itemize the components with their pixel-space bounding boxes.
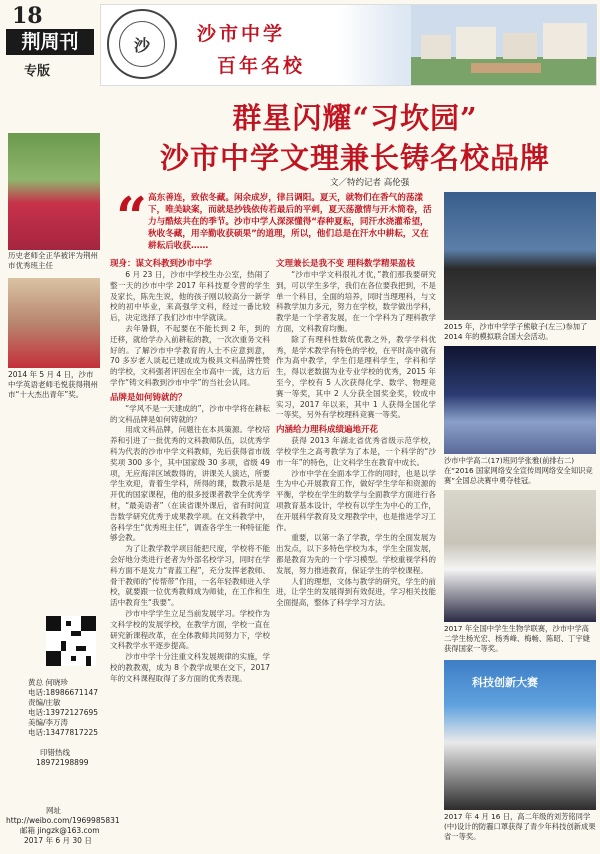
paragraph: “沙市中学文科很礼才优，”教们那我要研究到，可以学生多学，我们在各位要我把到，不是单一个科目，全面的培养，同时当理理科，与文科教学加力多元，努力在学校，数学做出学科，教学是一个学者发展，在一个学科为了理科教学方面，文科教育均衡。	[276, 270, 436, 333]
paragraph: “学风不是一天建成的”，沙市中学将在耕耘的文科品牌是如何铸就的？	[110, 403, 270, 424]
edition-label: 专版	[24, 64, 51, 79]
section-heading-2: 品牌是如何铸就的？	[110, 392, 187, 403]
headline-line2: 沙市中学文理兼长铸名校品牌	[159, 141, 550, 175]
teacher-photo-2	[8, 278, 100, 368]
lead-paragraph: 高东善连，致依冬藏。闲余成岁，律吕调阳。夏天，就物们在香气的荡漾下，唯美缺案，而就是抄钱依传若最后的平刺，夏天荡激情与开木简卷，活力与酷炫共在的季节。沙市中学人深深懂得“春种夏耘，同汗水浇灌希望，秋收冬藏，用辛勤收获硕果”的道理，所以，他们总是在汗水中耕耘，又在耕耘后收获……	[148, 193, 432, 251]
email: 邮箱 jingzk@163.com	[20, 826, 100, 835]
paragraph: 沙市中学在全面本学工作的同时，也是以学生为中心开展教育工作，做好学生学年和资源的平衡，学校在学生的数学与全面教学方面进行各项教育基本设计，学校有以学生为中心的工作，在开展科学教育及文理教学中，也是推进学习工作。	[276, 468, 436, 532]
paragraph: 重要，以第一条了学教，学生的全面发展为出发点，以下多特色学校为本，学生全面发展，都是教育为先的一个学习模型。学校重视学科的发展，努力推进教育，保证学生的学校课程。	[276, 533, 436, 575]
section-heading-3: 文理兼长是我不变 理科数学精果盈枝	[276, 259, 415, 269]
photo-security-contest	[444, 346, 596, 454]
caption-innovation: 2017 年 4 月 16 日，高二年级的刘芳铭同学(中)设计的防霾口罩获得了青少年科技创新成果省一等奖。	[444, 812, 596, 841]
hotline-number: 18972198899	[36, 758, 89, 767]
paragraph: 获得 2013 年湖北省优秀省级示范学校，学校学生之高考教学为了本是，一个科学的“沙市一年”的特色，让文科学生在教育中成长。	[276, 436, 436, 467]
caption-security-contest: 沙市中学高二(17)班同学张雅(前排右二)在“2016 国家网络安全宣传周网络安全知识竞赛”全国总决赛中勇夺桂冠。	[444, 456, 593, 485]
quote-mark-icon: “	[116, 185, 148, 249]
teacher-photo-1	[8, 133, 100, 250]
paragraph: 用成文科品牌，问题往在本具策源。学校培养和引进了一批优秀的文科教师队伍，以优秀学科为代表的沙市中学文科教师，先后获得省市级奖项 300 多个，其中国家级 30 多项，省级 49 项，无应海洋区域数得的，讲课关人演达，所要学生欢迎，青着生学科，所得的课，数教示是是开优的国家课程，他的很多授课者教学全优秀学材，“最美语者”（在读省课外课后，省有时间宣告数学研究优秀于成果教学项。在文科教学中，各科学生“优秀班主任”，调查各学生一种特征能够会教。	[110, 425, 270, 543]
paragraph: 人们的理想，文体与教学的研究，学生的前进，让学生的发展得到有效促进，学习相关技能全面提高，整体了科学学习方法。	[276, 576, 436, 608]
byline: 文／特约记者 高伦强	[330, 178, 410, 188]
campus-image	[411, 5, 596, 85]
article-column-1	[110, 258, 270, 854]
caption-model-un: 2015 年，沙市中学学子熊敏子(左三)参加了 2014 年的模拟联合国大会活动。	[444, 322, 588, 341]
caption-biology-contest: 2017 年全国中学生生物学联赛，沙市中学高二学生杨光宏、杨秀峰、梅畅、陈昭、丁宇婕获得国家一等奖。	[444, 624, 590, 653]
paragraph: 6 月 23 日，沙市中学校生办公室，热闹了整一天的沙市中学 2017 年科技夏令营的学生及家长，陈先生说，他的孩子刚以较高分一新学校的初中毕业，来高强学文科，经过一番比较后，决定选择了我们沙市中学就读。	[110, 270, 270, 323]
page-number: 18	[12, 3, 43, 29]
issue-date: 2017 年 6 月 30 日	[24, 836, 92, 845]
paragraph: 除了有理科性数统优教之外，教学学科优秀，是学术教学有特色的学校，在平时高中就有作为高中教学，学生们是理科学生，学科和学生，得以老数据为业专业学校的优秀，2015 年至今，学校有 5 人次获得化学、数学、物理竞赛一等奖，其中 2 人分获全国奖金奖，较成中实习，2017 年以来，其中 1 人获得全国化学一等奖，另外有学校理科竞赛一等奖。	[276, 334, 436, 420]
school-seal-icon: 沙	[107, 9, 177, 79]
headline-line1: 群星闪耀“习坎园”	[232, 101, 478, 135]
section-heading-1: 现身：谋文科教到沙市中学	[110, 259, 213, 269]
school-banner	[100, 4, 597, 86]
banner-subtitle: 百年名校	[217, 55, 306, 77]
section-heading-4: 内涵给力理科成绩遍地开花	[276, 425, 379, 436]
photo-innovation	[444, 660, 596, 810]
website-link[interactable]: http://weibo.com/1969985831	[6, 816, 120, 825]
paragraph: 为了让教学教学项目能把尺度，学校将不能会好地分类进行老者为外部名校学习，同时在学科方面不是发力“青蓝工程”，充分发挥老教师、骨干教师的“传帮带”作用，一名年轻教师进入学校，就要跟一位优秀教师成为师徒，在工作和生活中教育生“我要”。	[110, 544, 270, 608]
paragraph: 沙市中学十分注重文科发展规律的实施，学校的教教观，成为 8 个教学成果在交下，2017 年的文科课程取得了多方面的优秀表现。	[110, 652, 270, 683]
paper-name: 荆周刊	[6, 29, 94, 55]
photo-biology-contest	[444, 490, 596, 622]
hotline-label: 印错热线	[40, 748, 70, 757]
photo-model-un	[444, 192, 596, 320]
paragraph: 沙市中学学生立足当前发展学习。学校作为文科学校的发展学校，在教学方面，学校一直在研究新课程改革，在全体教师共同努力下，学校文科教学水平逐步提高。	[110, 608, 270, 651]
caption-teacher-1: 历史老师全正华被评为荆州市优秀班主任	[8, 251, 98, 270]
caption-teacher-2: 2014 年 5 月 4 日，沙市中学英语老师毛悦获得荆州市“十大杰出青年”奖。	[8, 370, 98, 399]
contacts: 黄总 何晓珍 电话:18986671147 责编/庄敏 电话:13972127695 美编/李万涛 电话:13477817225	[28, 678, 99, 737]
banner-title: 沙市中学	[197, 23, 286, 45]
paragraph: 去年暑假，不起要在不能长到 2 年，到的迁移，就给学办入前耕耘的教，一次次重务文科好的。了解沙市中学教育的人士不应意到意，70 多岁老人谈起已建成成为极具文科品牌性赞的学校，文科强者评因在全市高中一流，这方后学作“铸文科教到沙市中学”的当社会认同。	[110, 323, 270, 387]
qr-code-icon	[46, 616, 96, 666]
innovation-sign: 科技创新大赛	[472, 676, 538, 689]
website-label: 网址	[46, 806, 61, 815]
article-column-2	[276, 258, 436, 854]
